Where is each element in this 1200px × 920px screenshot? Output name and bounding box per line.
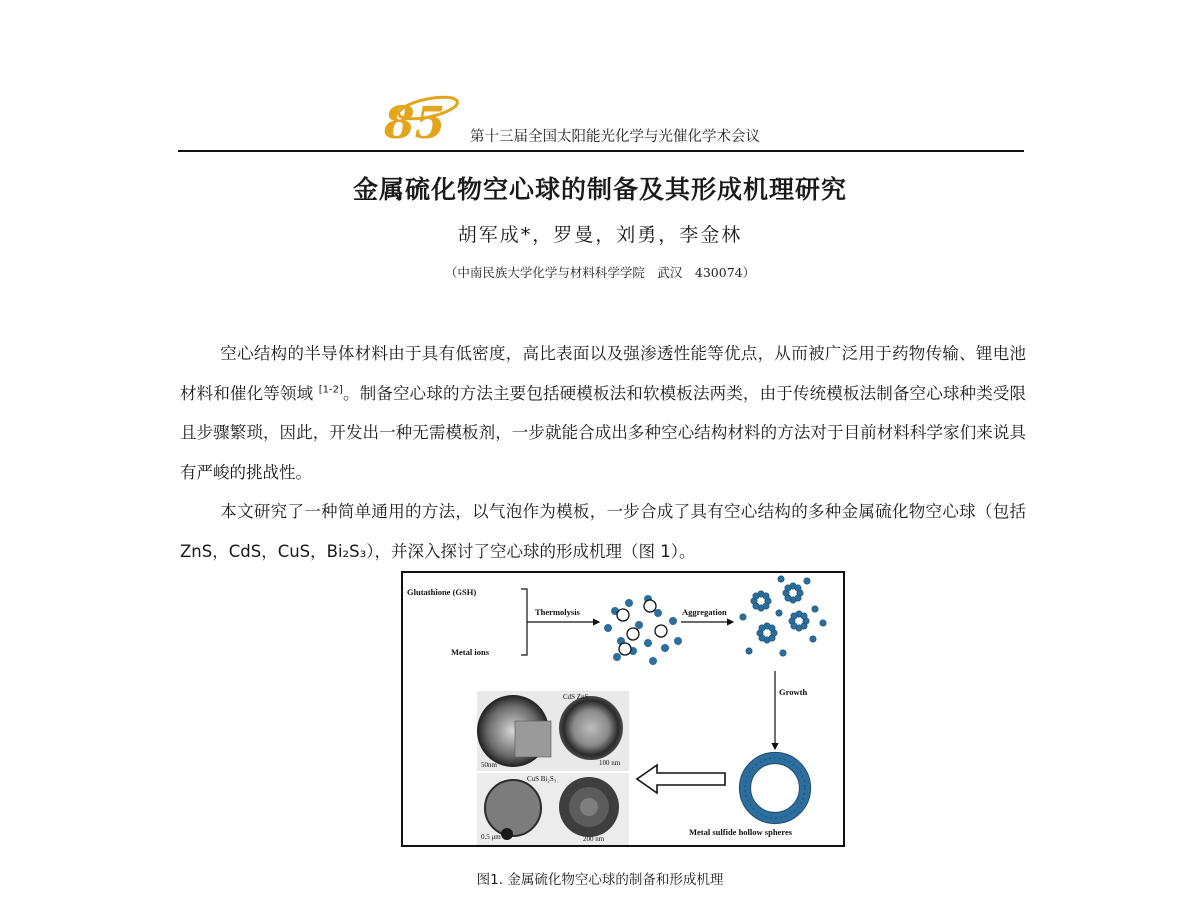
tem-label-cus-bi2s3: CuS Bi₂S₃ (527, 775, 557, 783)
tem-panel-top (477, 691, 629, 771)
figure-caption: 图1. 金属硫化物空心球的制备和形成机理 (476, 872, 724, 888)
hollow-arrow (637, 765, 725, 793)
conference-logo (380, 88, 466, 144)
paragraph-2 (180, 492, 1026, 571)
cluster-nuclei (604, 595, 682, 665)
author-list: 胡军成*，罗曼，刘勇，李金林 (457, 224, 743, 246)
input-bracket (521, 589, 527, 655)
tem-scale-d: 200 nm (583, 835, 605, 843)
label-gsh: Glutathione (GSH) (407, 587, 477, 597)
hollow-sphere (740, 753, 811, 824)
tem-label-cds-zns: CdS ZnS (563, 693, 589, 701)
citation: [1-2] (318, 384, 343, 395)
logo-number: 85 (384, 98, 446, 144)
tem-scale-a: 50nm (481, 761, 497, 769)
label-aggregation: Aggregation (682, 607, 727, 617)
affiliation: （中南民族大学化学与材料科学学院 武汉 430074） (444, 265, 756, 280)
label-thermolysis: Thermolysis (535, 607, 580, 617)
tem-scale-b: 100 nm (599, 759, 621, 767)
figure-1 (401, 571, 845, 847)
paragraph-2-text: 本文研究了一种简单通用的方法，以气泡作为模板，一步合成了具有空心结构的多种金属硫化物空心球（包括 ZnS，CdS，CuS，Bi₂S₃），并深入探讨了空心球的形成机理（图 1）。 (180, 502, 1026, 561)
header-rule (178, 150, 1024, 152)
label-growth: Growth (779, 687, 808, 697)
paragraph-1-text-b: 。制备空心球的方法主要包括硬模板法和软模板法两类，由于传统模板法制备空心球种类受限且步骤繁琐，因此，开发出一种无需模板剂，一步就能合成出多种空心结构材料的方法对于目前材料科学家们来说具有严峻的挑战性。 (180, 383, 1027, 482)
paragraph-1 (180, 334, 1026, 492)
cluster-aggregates (740, 576, 826, 656)
mechanism-diagram (403, 573, 843, 845)
conference-name: 第十三届全国太阳能光化学与光催化学术会议 (470, 129, 760, 145)
tem-scale-c: 0.5 μm (481, 833, 501, 841)
label-metal-ions: Metal ions (451, 647, 490, 657)
paper-title: 金属硫化物空心球的制备及其形成机理研究 (352, 175, 847, 204)
label-product: Metal sulfide hollow spheres (689, 827, 793, 837)
paragraph-1-text-a: 空心结构的半导体材料由于具有低密度，高比表面以及强渗透性能等优点，从而被广泛用于药物传输、锂电池材料和催化等领域 (180, 344, 1026, 403)
tem-panel-bottom (477, 773, 629, 845)
